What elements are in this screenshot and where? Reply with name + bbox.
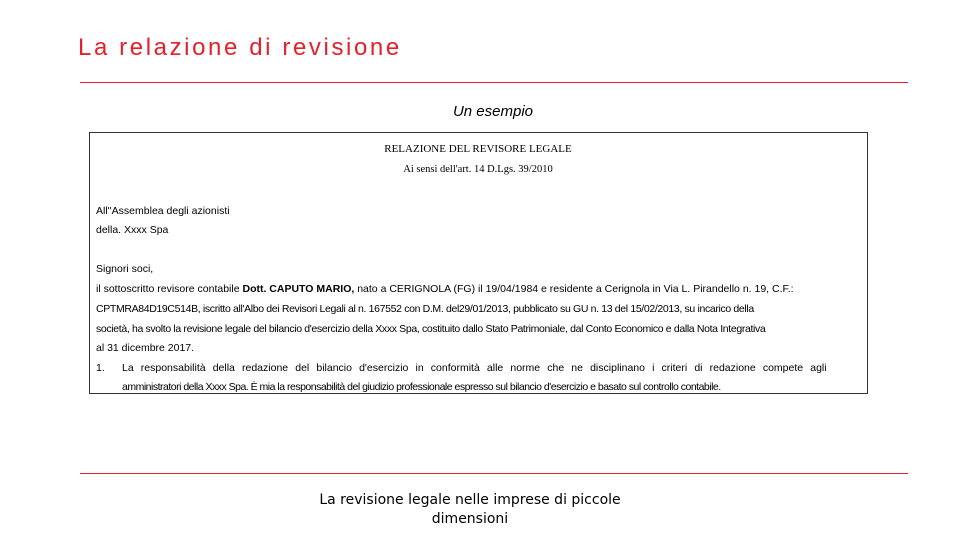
paragraph-line-4: al 31 dicembre 2017. <box>96 342 195 354</box>
list-item-line-1: La responsabilità della redazione del bilancio d'esercizio in conformità alle norme che ne disciplinano i criteri di redazione compete agli <box>122 362 827 374</box>
slide-title: La relazione di revisione <box>78 34 402 61</box>
greeting: Signori soci, <box>96 263 154 275</box>
auditor-name: Dott. CAPUTO MARIO, <box>242 283 355 295</box>
document-subheading: Ai sensi dell'art. 14 D.Lgs. 39/2010 <box>403 164 553 175</box>
list-item-line-2: amministratori della Xxxx Spa. È mia la responsabilità del giudizio professionale espresso sul bilancio d'esercizio e basato sul controllo contabile. <box>122 381 721 393</box>
title-divider <box>80 82 908 83</box>
addressee-line-2: della. Xxxx Spa <box>96 224 169 236</box>
paragraph-line-3: società, ha svolto la revisione legale del bilancio d'esercizio della Xxxx Spa, costituito dallo Stato Patrimoniale, dal Conto Economico e dalla Nota Integrativa <box>96 323 766 335</box>
paragraph-line-1-end: nato a CERIGNOLA (FG) il 19/04/1984 e residente a Cerignola in Via L. Pirandello n. 19, C.F.: <box>354 283 794 295</box>
paragraph-line-1-start: il sottoscritto revisore contabile <box>96 283 243 295</box>
paragraph-line-2: CPTMRA84D19C514B, iscritto all'Albo dei Revisori Legali al n. 167552 con D.M. del29/01/2013, pubblicato su GU n. 13 del 15/02/2013, su incarico della <box>96 303 754 315</box>
footer-divider <box>80 473 908 474</box>
document-heading: RELAZIONE DEL REVISORE LEGALE <box>384 143 572 155</box>
slide-footer: La revisione legale nelle imprese di piccole dimensioni <box>319 492 621 527</box>
slide-subtitle: Un esempio <box>452 103 534 120</box>
paragraph-line-1 <box>96 283 794 295</box>
addressee-line-1: All''Assemblea degli azionisti <box>96 205 230 217</box>
document-excerpt <box>89 132 868 394</box>
list-item-number: 1. <box>96 362 105 374</box>
